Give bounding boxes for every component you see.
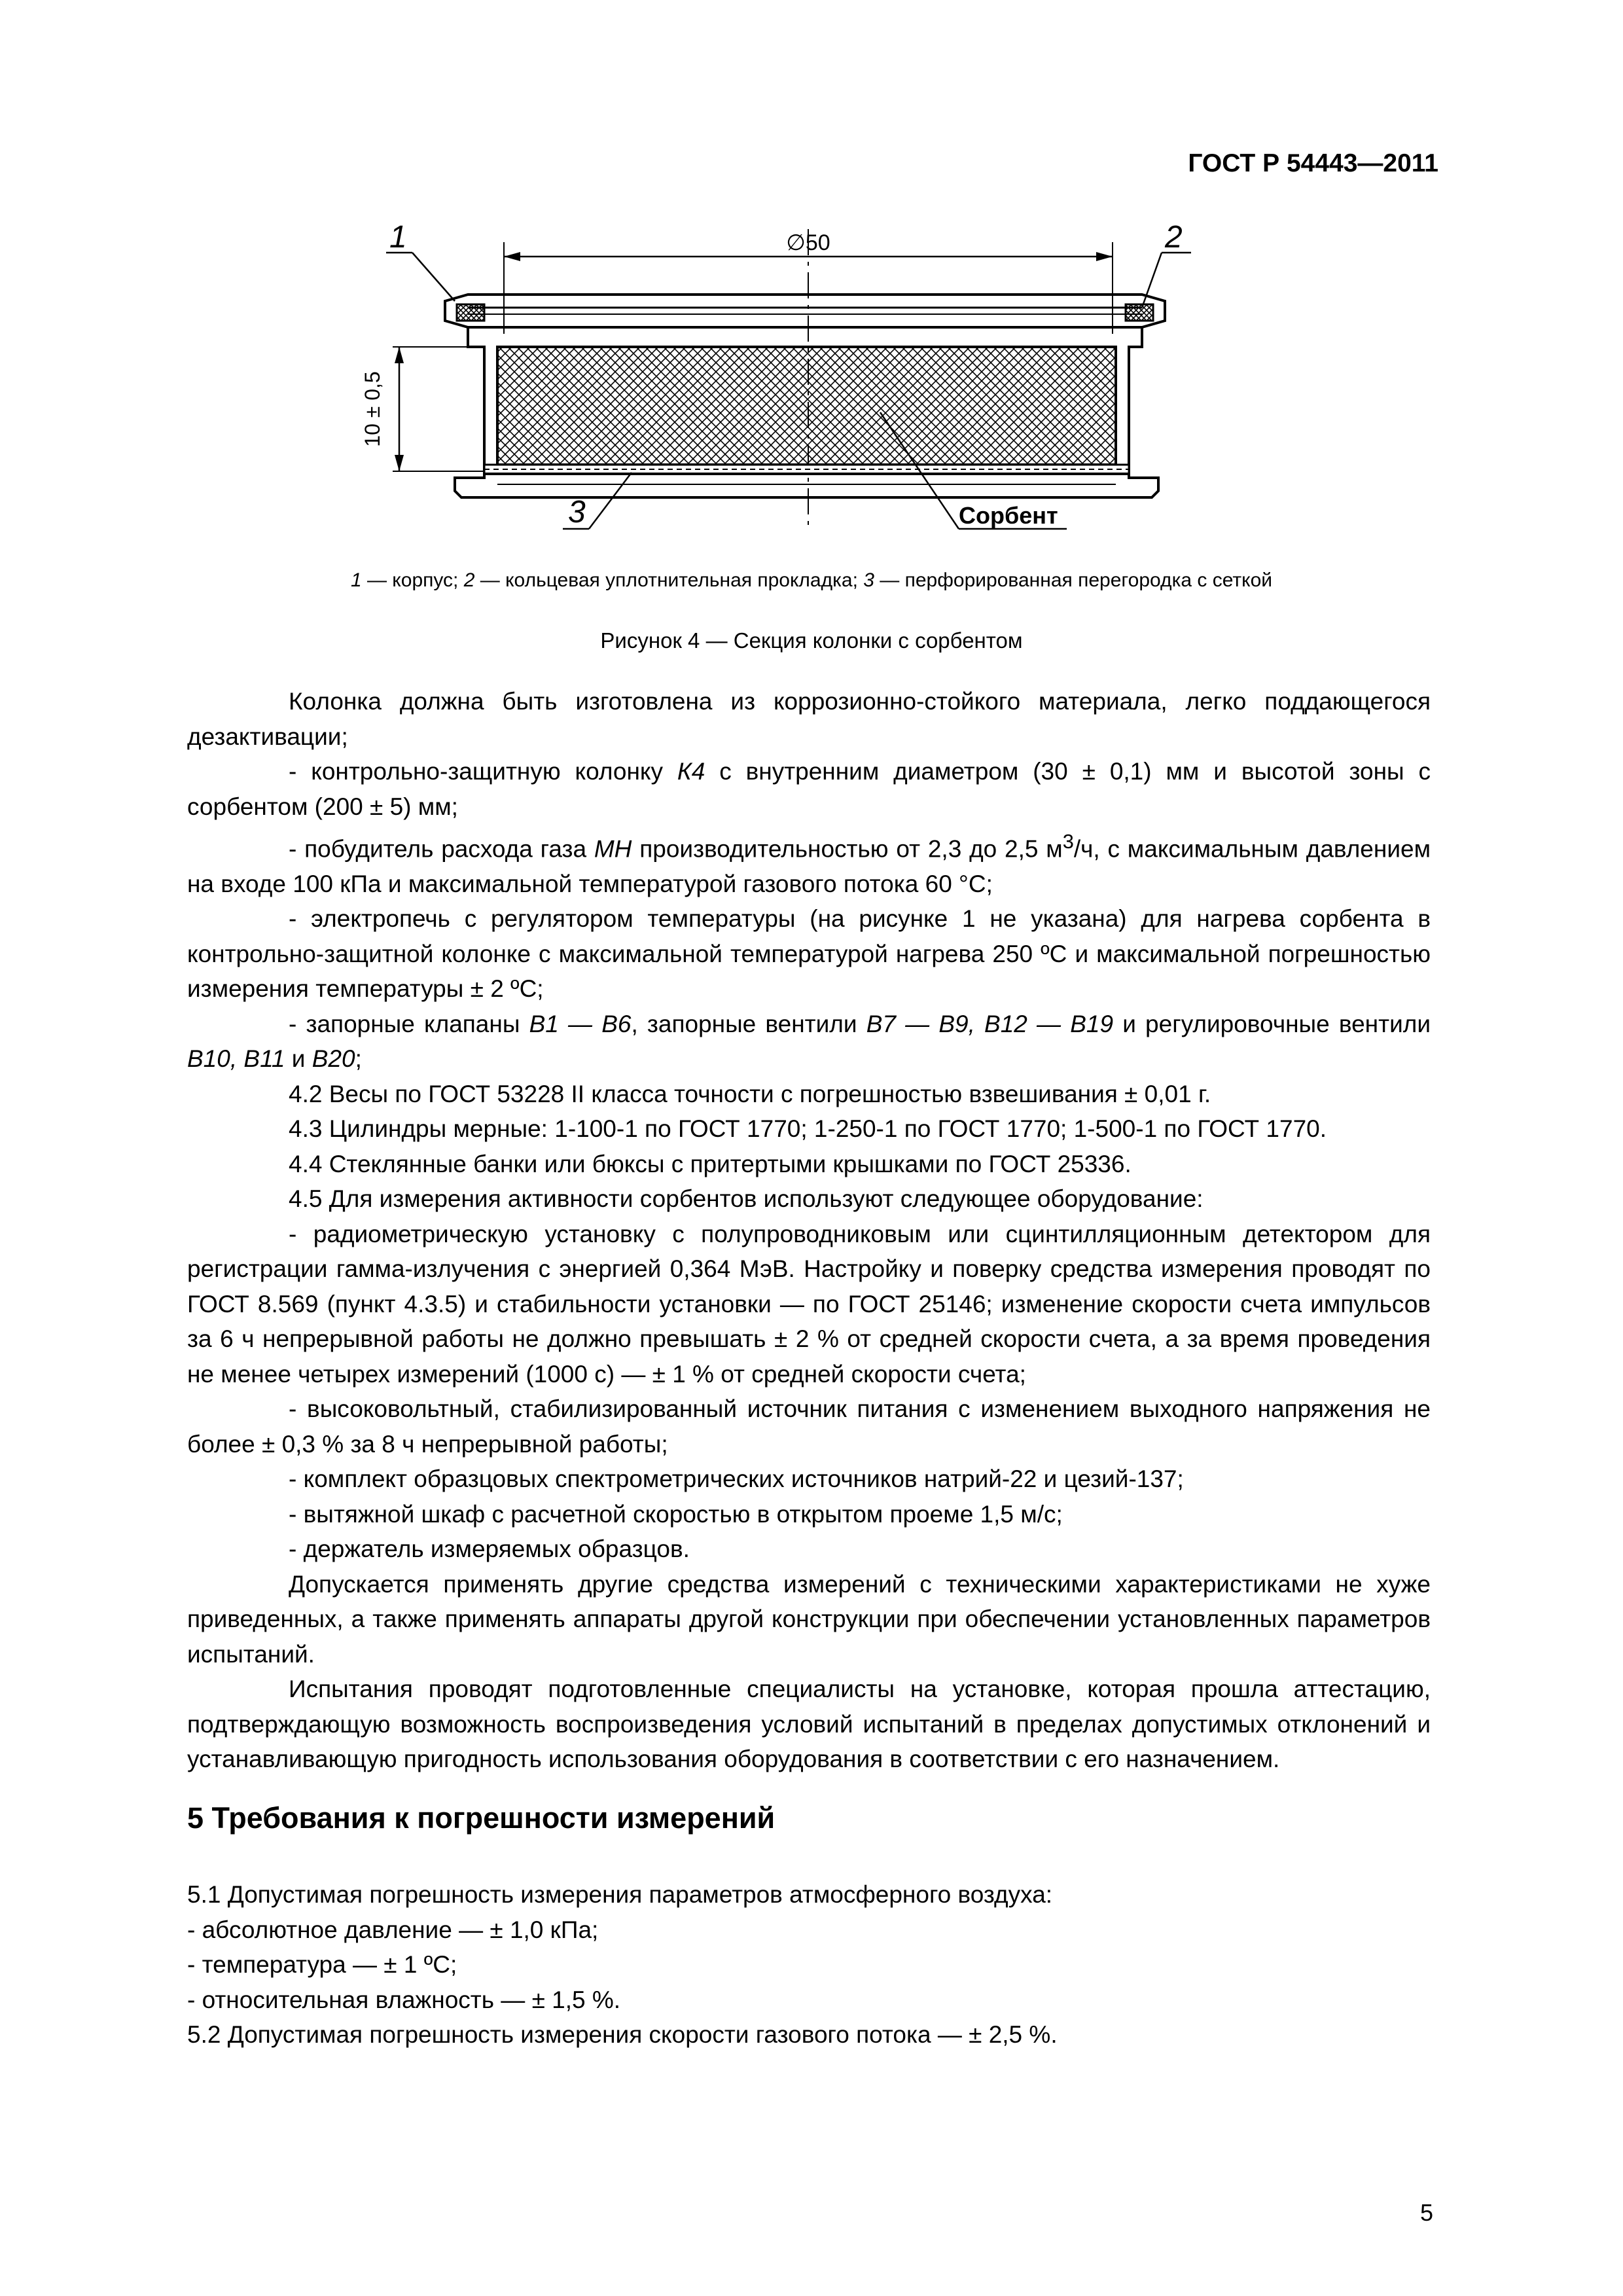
callout-2: 2 — [1165, 220, 1183, 255]
body-right-wall — [1116, 327, 1142, 471]
list-item-sources: - комплект образцовых спектрометрических источников натрий-22 и цезий-137; — [289, 1465, 1184, 1493]
callout-1: 1 — [389, 220, 407, 255]
text-fragment: ; — [355, 1045, 362, 1073]
list-item-pressure: - абсолютное давление — ± 1,0 кПа; — [187, 1916, 599, 1943]
body-left-wall — [468, 327, 497, 471]
list-item-humidity: - относительная влажность — ± 1,5 %. — [187, 1986, 621, 2013]
designation-k4: К4 — [677, 758, 705, 785]
text-fragment: и регулировочные вентили — [1113, 1010, 1431, 1037]
list-item-holder: - держатель измеряемых образцов. — [289, 1535, 690, 1563]
document-code: ГОСТ Р 54443—2011 — [1188, 149, 1438, 177]
legend-number-1: 1 — [350, 569, 362, 591]
designation-valves: В10, В11 — [187, 1045, 285, 1073]
legend-text-3: — перфорированная перегородка с сеткой — [874, 569, 1273, 591]
list-item-temperature: - температура — ± 1 ºС; — [187, 1951, 457, 1978]
list-item-k4-column — [187, 754, 1431, 824]
superscript: 3 — [1062, 830, 1074, 853]
clause-4-5: 4.5 Для измерения активности сорбентов используют следующее оборудование: — [289, 1185, 1204, 1213]
list-item-power-supply: - высоковольтный, стабилизированный источник питания с изменением выходного напряжения не более ± 0,3 % за 8 ч непрерывной работы; — [187, 1395, 1431, 1458]
legend-text-1: — корпус; — [361, 569, 464, 591]
figure-caption: Рисунок 4 — Секция колонки с сорбентом — [600, 628, 1023, 653]
legend-number-2: 2 — [463, 569, 475, 591]
diameter-label: ∅50 — [786, 230, 830, 255]
clause-5-2: 5.2 Допустимая погрешность измерения скорости газового потока — ± 2,5 %. — [187, 2021, 1058, 2048]
list-item-fume-hood: - вытяжной шкаф с расчетной скоростью в открытом проеме 1,5 м/с; — [289, 1500, 1063, 1528]
list-item-gas-pump — [187, 824, 1431, 901]
list-item-furnace: - электропечь с регулятором температуры (на рисунке 1 не указана) для нагрева сорбента в контрольно-защитной колонке с максимальной температурой нагрева 250 ºС и максимальной погрешностью измерения температуры ± 2 ºС; — [187, 905, 1431, 1003]
body-top-flange — [445, 295, 1165, 327]
gasket-left — [457, 304, 484, 321]
designation-mn: МН — [594, 835, 632, 863]
page-number: 5 — [1419, 2199, 1433, 2226]
text-fragment: - побудитель расхода газа — [289, 835, 594, 863]
clause-5-1: 5.1 Допустимая погрешность измерения параметров атмосферного воздуха: — [187, 1881, 1053, 1908]
legend-number-3: 3 — [863, 569, 874, 591]
sorbent-label: Сорбент — [959, 502, 1058, 529]
clause-4-3: 4.3 Цилиндры мерные: 1-100-1 по ГОСТ 1770; 1-250-1 по ГОСТ 1770; 1-500-1 по ГОСТ 1770. — [289, 1115, 1327, 1143]
paragraph-alternatives: Допускается применять другие средства измерений с техническими характеристиками не хуже приведенных, а также применять аппараты другой конструкции при обеспечении установленных параметров испытаний. — [187, 1570, 1431, 1668]
body-bottom-flange — [455, 474, 1158, 497]
text-fragment: и — [285, 1045, 312, 1073]
designation-valves: В20 — [312, 1045, 355, 1073]
text-fragment: производительностью от 2,3 до 2,5 м — [632, 835, 1063, 863]
section-5-body — [187, 1877, 1431, 2053]
gasket-right — [1126, 304, 1153, 321]
column-section-figure — [340, 216, 1204, 556]
body-text — [187, 684, 1431, 1777]
list-item-valves — [187, 1007, 1431, 1077]
height-label: 10 ± 0,5 — [361, 371, 384, 447]
legend-text-2: — кольцевая уплотнительная прокладка; — [474, 569, 864, 591]
text-fragment: с внутренним диаметром (30 ± 0,1) мм и высотой зоны с сорбентом (200 ± 5) мм; — [187, 758, 1431, 820]
callout-3: 3 — [568, 495, 586, 529]
paragraph-column-material: Колонка должна быть изготовлена из коррозионно-стойкого материала, легко поддающегося дезактивации; — [187, 688, 1431, 750]
text-fragment: - запорные клапаны — [289, 1010, 529, 1037]
designation-valves: В7 — В9, В12 — В19 — [866, 1010, 1114, 1037]
list-item-radiometer: - радиометрическую установку с полупроводниковым или сцинтилляционным детектором для регистрации гамма-излучения с энергией 0,364 МэВ. Настройку и поверку средства измерения проводят по ГОСТ 8.569 (пункт 4.3.5) и стабильности установки — по ГОСТ 25146; изменение скорости счета импульсов за 6 ч непрерывной работы не должно превышать ± 2 % от средней скорости счета, а за время проведения не менее четырех измерений (1000 с) — ± 1 % от средней скорости счета; — [187, 1220, 1431, 1388]
section-5-heading: 5 Требования к погрешности измерений — [187, 1801, 776, 1835]
text-fragment: /ч, с максимальным давлением на входе 100 кПа и максимальной температурой газового потока 60 °С; — [187, 835, 1431, 897]
text-fragment: - контрольно-защитную колонку — [289, 758, 677, 785]
sorbent-fill — [497, 347, 1116, 465]
paragraph-personnel: Испытания проводят подготовленные специалисты на установке, которая прошла аттестацию, подтверждающую возможность воспроизведения условий испытаний в пределах допустимых отклонений и устанавливающую пригодность использования оборудования в соответствии с его назначением. — [187, 1676, 1431, 1773]
clause-4-2: 4.2 Весы по ГОСТ 53228 II класса точности с погрешностью взвешивания ± 0,01 г. — [289, 1080, 1211, 1107]
text-fragment: , запорные вентили — [631, 1010, 866, 1037]
designation-valves: В1 — В6 — [529, 1010, 632, 1037]
figure-legend — [0, 569, 1623, 592]
clause-4-4: 4.4 Стеклянные банки или бюксы с притертыми крышками по ГОСТ 25336. — [289, 1150, 1132, 1177]
